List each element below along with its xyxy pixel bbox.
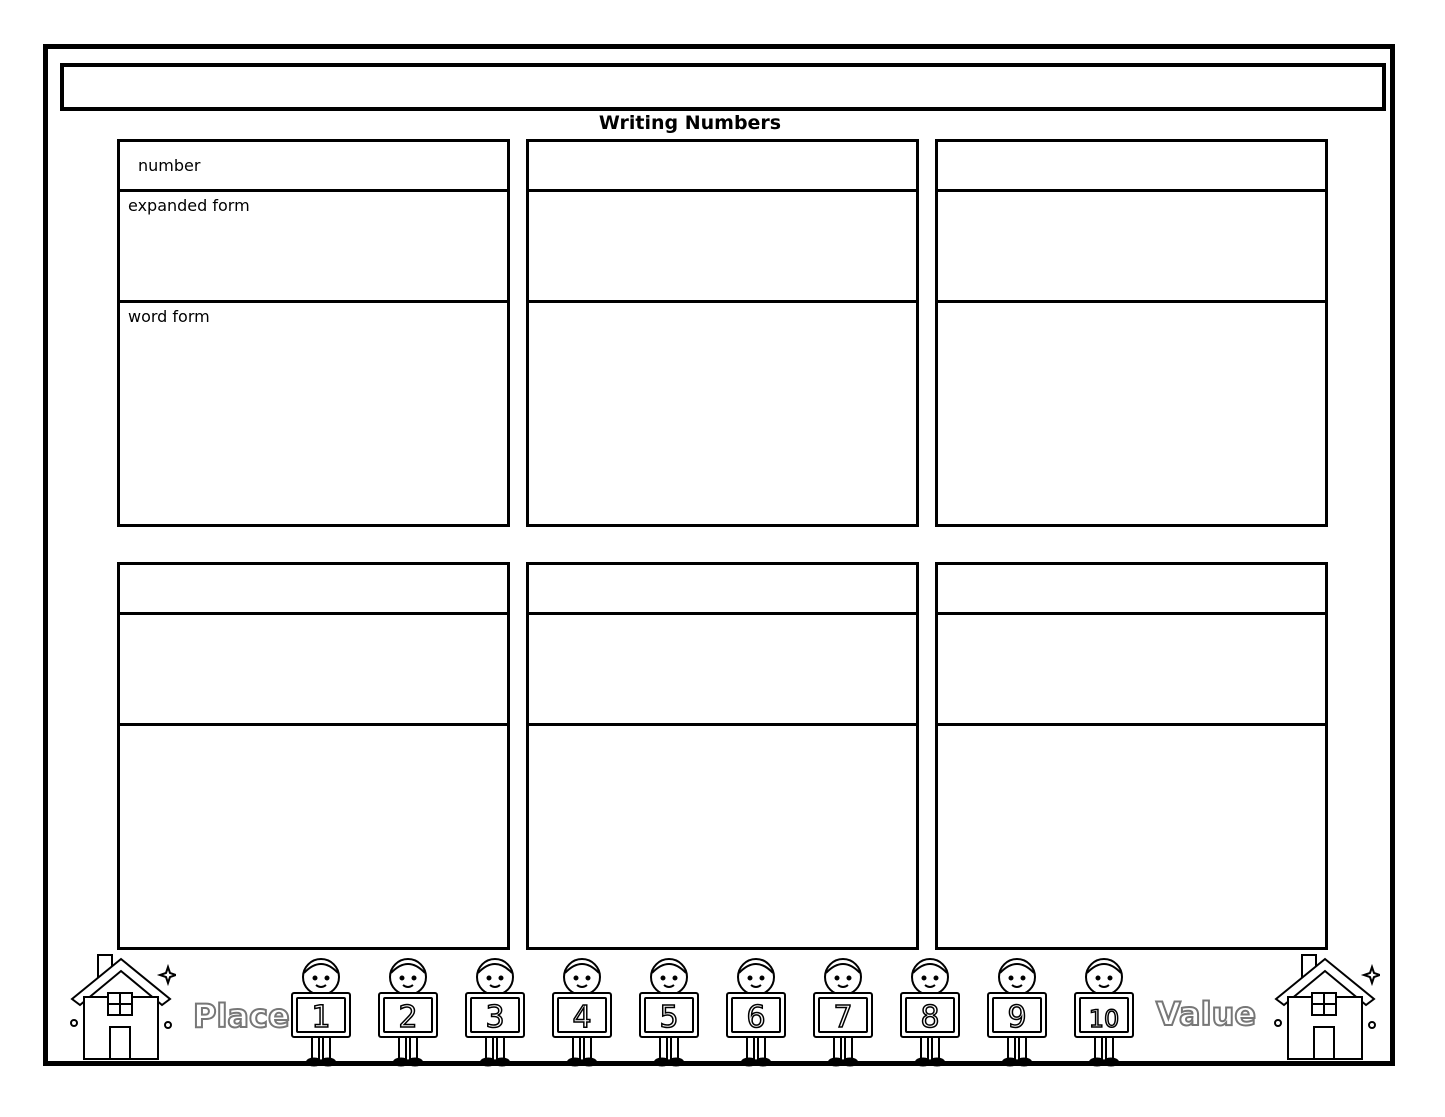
kid-sign-number: 3	[485, 1000, 505, 1035]
place-word: Place	[193, 997, 290, 1035]
number-card-6	[935, 562, 1328, 950]
kid-sign-number: 1	[311, 1000, 331, 1035]
word-form-section	[938, 303, 1325, 524]
kid-sign-3	[460, 953, 530, 1068]
kid-sign-number: 4	[572, 1000, 592, 1035]
kid-sign-10	[1069, 953, 1139, 1068]
number-card-1	[117, 139, 510, 527]
kid-sign-1	[286, 953, 356, 1068]
kid-sign-4	[547, 953, 617, 1068]
kid-sign-number: 6	[746, 1000, 766, 1035]
number-section	[529, 142, 916, 192]
house-right-icon	[1270, 953, 1380, 1063]
name-bar	[60, 63, 1386, 111]
kid-sign-number: 10	[1088, 1005, 1120, 1033]
number-section	[938, 565, 1325, 615]
kid-sign-number: 9	[1007, 1000, 1027, 1035]
kid-sign-6	[721, 953, 791, 1068]
word-form-section	[529, 303, 916, 524]
expanded-form-section	[120, 615, 507, 726]
word-form-label: word form	[128, 307, 210, 326]
number-section	[529, 565, 916, 615]
number-section	[120, 565, 507, 615]
expanded-form-section	[938, 192, 1325, 303]
kid-sign-5	[634, 953, 704, 1068]
word-form-section	[529, 726, 916, 947]
kid-sign-2	[373, 953, 443, 1068]
expanded-form-section	[120, 192, 507, 303]
expanded-form-section	[938, 615, 1325, 726]
worksheet-title: Writing Numbers	[598, 112, 782, 134]
kid-sign-number: 7	[833, 1000, 853, 1035]
expanded-form-label: expanded form	[128, 196, 250, 215]
kid-sign-7	[808, 953, 878, 1068]
number-card-2	[526, 139, 919, 527]
number-card-4	[117, 562, 510, 950]
number-section	[938, 142, 1325, 192]
kid-sign-number: 2	[398, 1000, 418, 1035]
expanded-form-section	[529, 615, 916, 726]
house-left-icon	[66, 953, 176, 1063]
word-form-section	[938, 726, 1325, 947]
value-word: Value	[1156, 995, 1257, 1033]
word-form-section	[120, 726, 507, 947]
number-card-3	[935, 139, 1328, 527]
kid-sign-9	[982, 953, 1052, 1068]
kid-sign-8	[895, 953, 965, 1068]
kid-sign-number: 8	[920, 1000, 940, 1035]
kid-sign-number: 5	[659, 1000, 679, 1035]
expanded-form-section	[529, 192, 916, 303]
number-section	[120, 142, 507, 192]
number-label: number	[138, 156, 201, 175]
number-card-5	[526, 562, 919, 950]
footer-banner	[48, 945, 1390, 1065]
word-form-section	[120, 303, 507, 524]
